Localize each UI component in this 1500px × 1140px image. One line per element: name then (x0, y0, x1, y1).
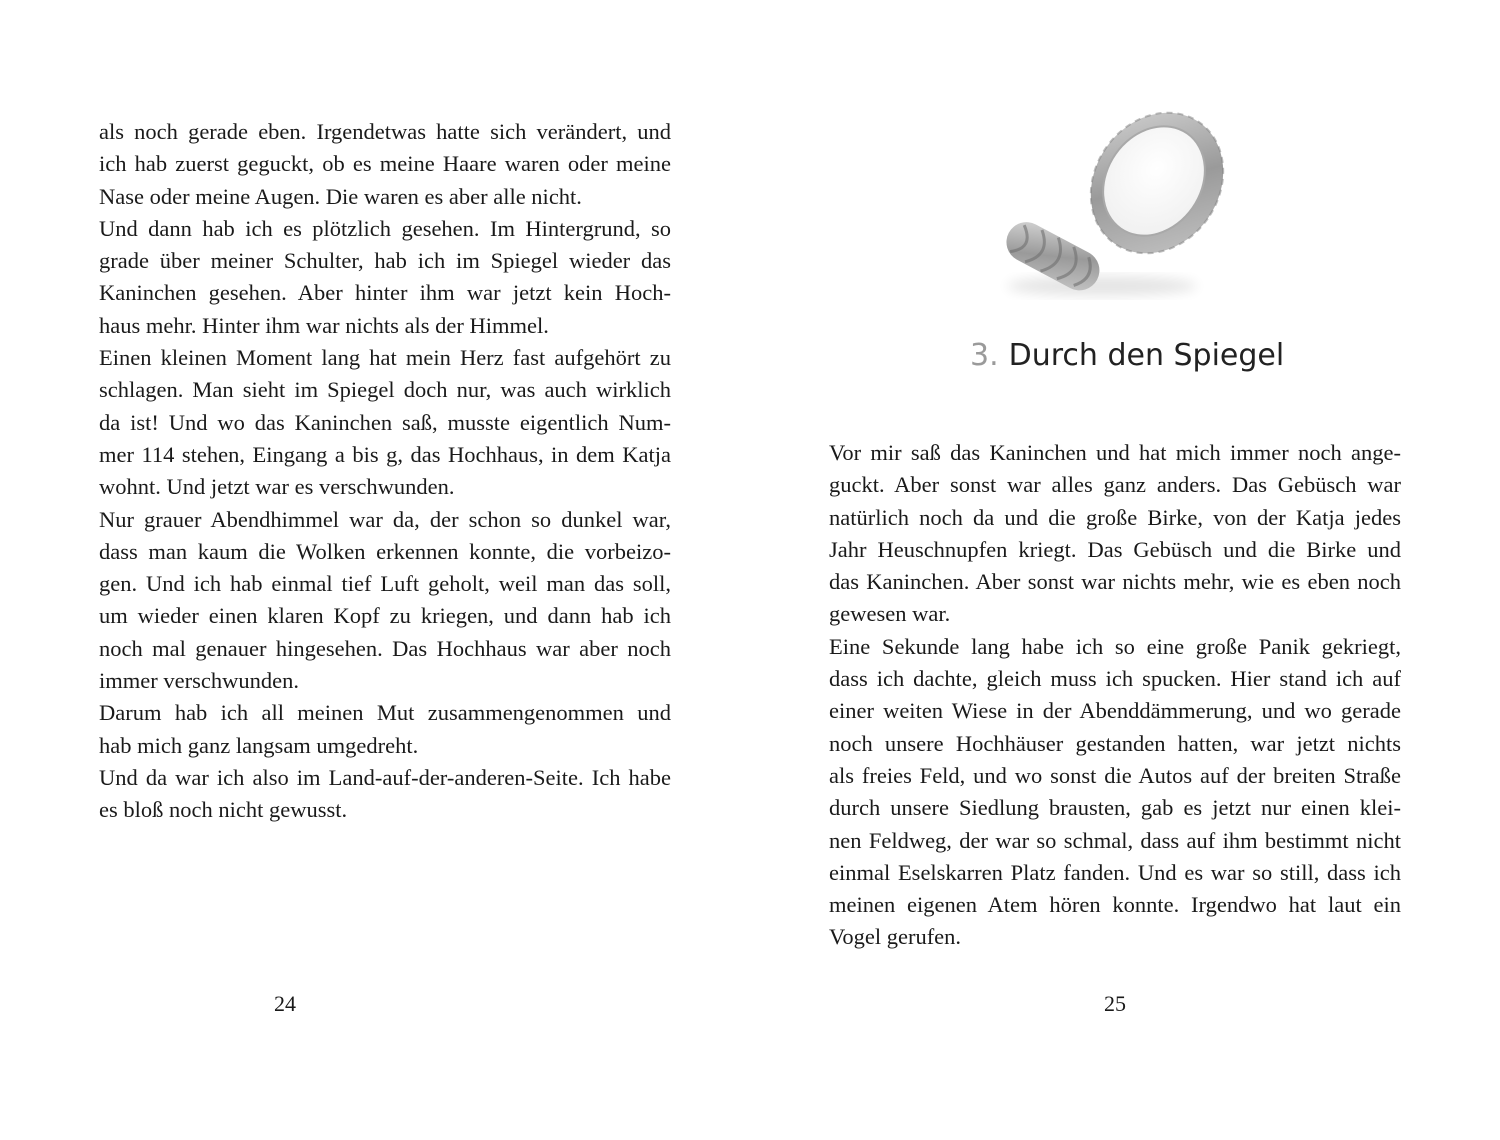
text-line: ich hab zuerst geguckt, ob es meine Haare waren oder meine (99, 151, 671, 177)
chapter-heading (970, 334, 1290, 378)
text-line: Und da war ich also im Land-auf-der-anderen-Seite. Ich habe (99, 764, 671, 790)
text-line: mer 114 stehen, Eingang a bis g, das Hochhaus, in dem Katja (99, 441, 671, 467)
text-line: Kaninchen gesehen. Aber hinter ihm war jetzt kein Hoch- (99, 280, 671, 306)
text-line: das Kaninchen. Aber sonst war nichts mehr, wie es eben noch (829, 569, 1401, 595)
text-line: Nur grauer Abendhimmel war da, der schon so dunkel war, (99, 506, 671, 532)
page-number-right: 25 (1104, 991, 1126, 1016)
text-line: immer verschwunden. (99, 668, 299, 694)
text-line: einer weiten Wiese in der Abenddämmerung, und wo gerade (829, 698, 1401, 724)
text-line: guckt. Aber sonst war alles ganz anders. Das Gebüsch war (829, 472, 1401, 498)
left-page-text (99, 116, 671, 827)
text-line: Nase oder meine Augen. Die waren es aber alle nicht. (99, 183, 582, 209)
text-line: schlagen. Man sieht im Spiegel doch nur, was auch wirklich (99, 377, 671, 403)
text-line: einmal Eselskarren Platz fanden. Und es war so still, dass ich (829, 859, 1401, 885)
text-line: noch mal genauer hingesehen. Das Hochhaus war aber noch (99, 635, 671, 661)
text-line: um wieder einen klaren Kopf zu kriegen, und dann hab ich (99, 603, 671, 629)
text-line: dass ich dachte, gleich muss ich spucken. Hier stand ich auf (829, 666, 1401, 692)
text-line: Darum hab ich all meinen Mut zusammengenommen und (99, 700, 671, 726)
text-line: als freies Feld, und wo sonst die Autos auf der breiten Straße (829, 762, 1401, 788)
chapter-number: 3. (970, 338, 999, 373)
right-page (750, 0, 1500, 1140)
text-line: gen. Und ich hab einmal tief Luft geholt, weil man das soll, (99, 571, 671, 597)
text-line: wohnt. Und jetzt war es verschwunden. (99, 474, 455, 500)
text-line: Eine Sekunde lang habe ich so eine große Panik gekriegt, (829, 633, 1401, 659)
right-page-text (829, 437, 1401, 954)
text-line: haus mehr. Hinter ihm war nichts als der Himmel. (99, 312, 549, 338)
text-line: hab mich ganz langsam umgedreht. (99, 732, 419, 758)
text-line: natürlich noch da und die große Birke, von der Katja jedes (829, 504, 1401, 530)
text-line: noch unsere Hochhäuser gestanden hatten, war jetzt nichts (829, 730, 1401, 756)
text-line: Vogel gerufen. (829, 924, 962, 950)
text-line: gewesen war. (829, 601, 951, 627)
text-line: nen Feldweg, der war so schmal, dass auf ihm bestimmt nicht (829, 827, 1401, 853)
text-line: grade über meiner Schulter, hab ich im Spiegel wieder das (99, 248, 671, 274)
text-line: da ist! Und wo das Kaninchen saß, musste eigentlich Num- (99, 409, 671, 435)
text-line: Und dann hab ich es plötzlich gesehen. Im Hintergrund, so (99, 215, 671, 241)
text-line: Einen kleinen Moment lang hat mein Herz fast aufgehört zu (99, 345, 671, 371)
text-line: als noch gerade eben. Irgendetwas hatte sich verändert, und (99, 119, 671, 144)
text-line: Jahr Heuschnupfen kriegt. Das Gebüsch und die Birke und (829, 536, 1401, 562)
hand-mirror-icon (982, 108, 1242, 308)
text-line: es bloß noch nicht gewusst. (99, 797, 348, 823)
text-line: meinen eigenen Atem hören konnte. Irgendwo hat laut ein (829, 892, 1401, 918)
text-line: Vor mir saß das Kaninchen und hat mich immer noch ange- (829, 440, 1401, 465)
text-line: durch unsere Siedlung brausten, gab es jetzt nur einen klei- (829, 795, 1401, 821)
page-number-left: 24 (274, 991, 296, 1016)
chapter-title: Durch den Spiegel (1008, 338, 1285, 373)
text-line: dass man kaum die Wolken erkennen konnte, die vorbeizo- (99, 538, 671, 564)
